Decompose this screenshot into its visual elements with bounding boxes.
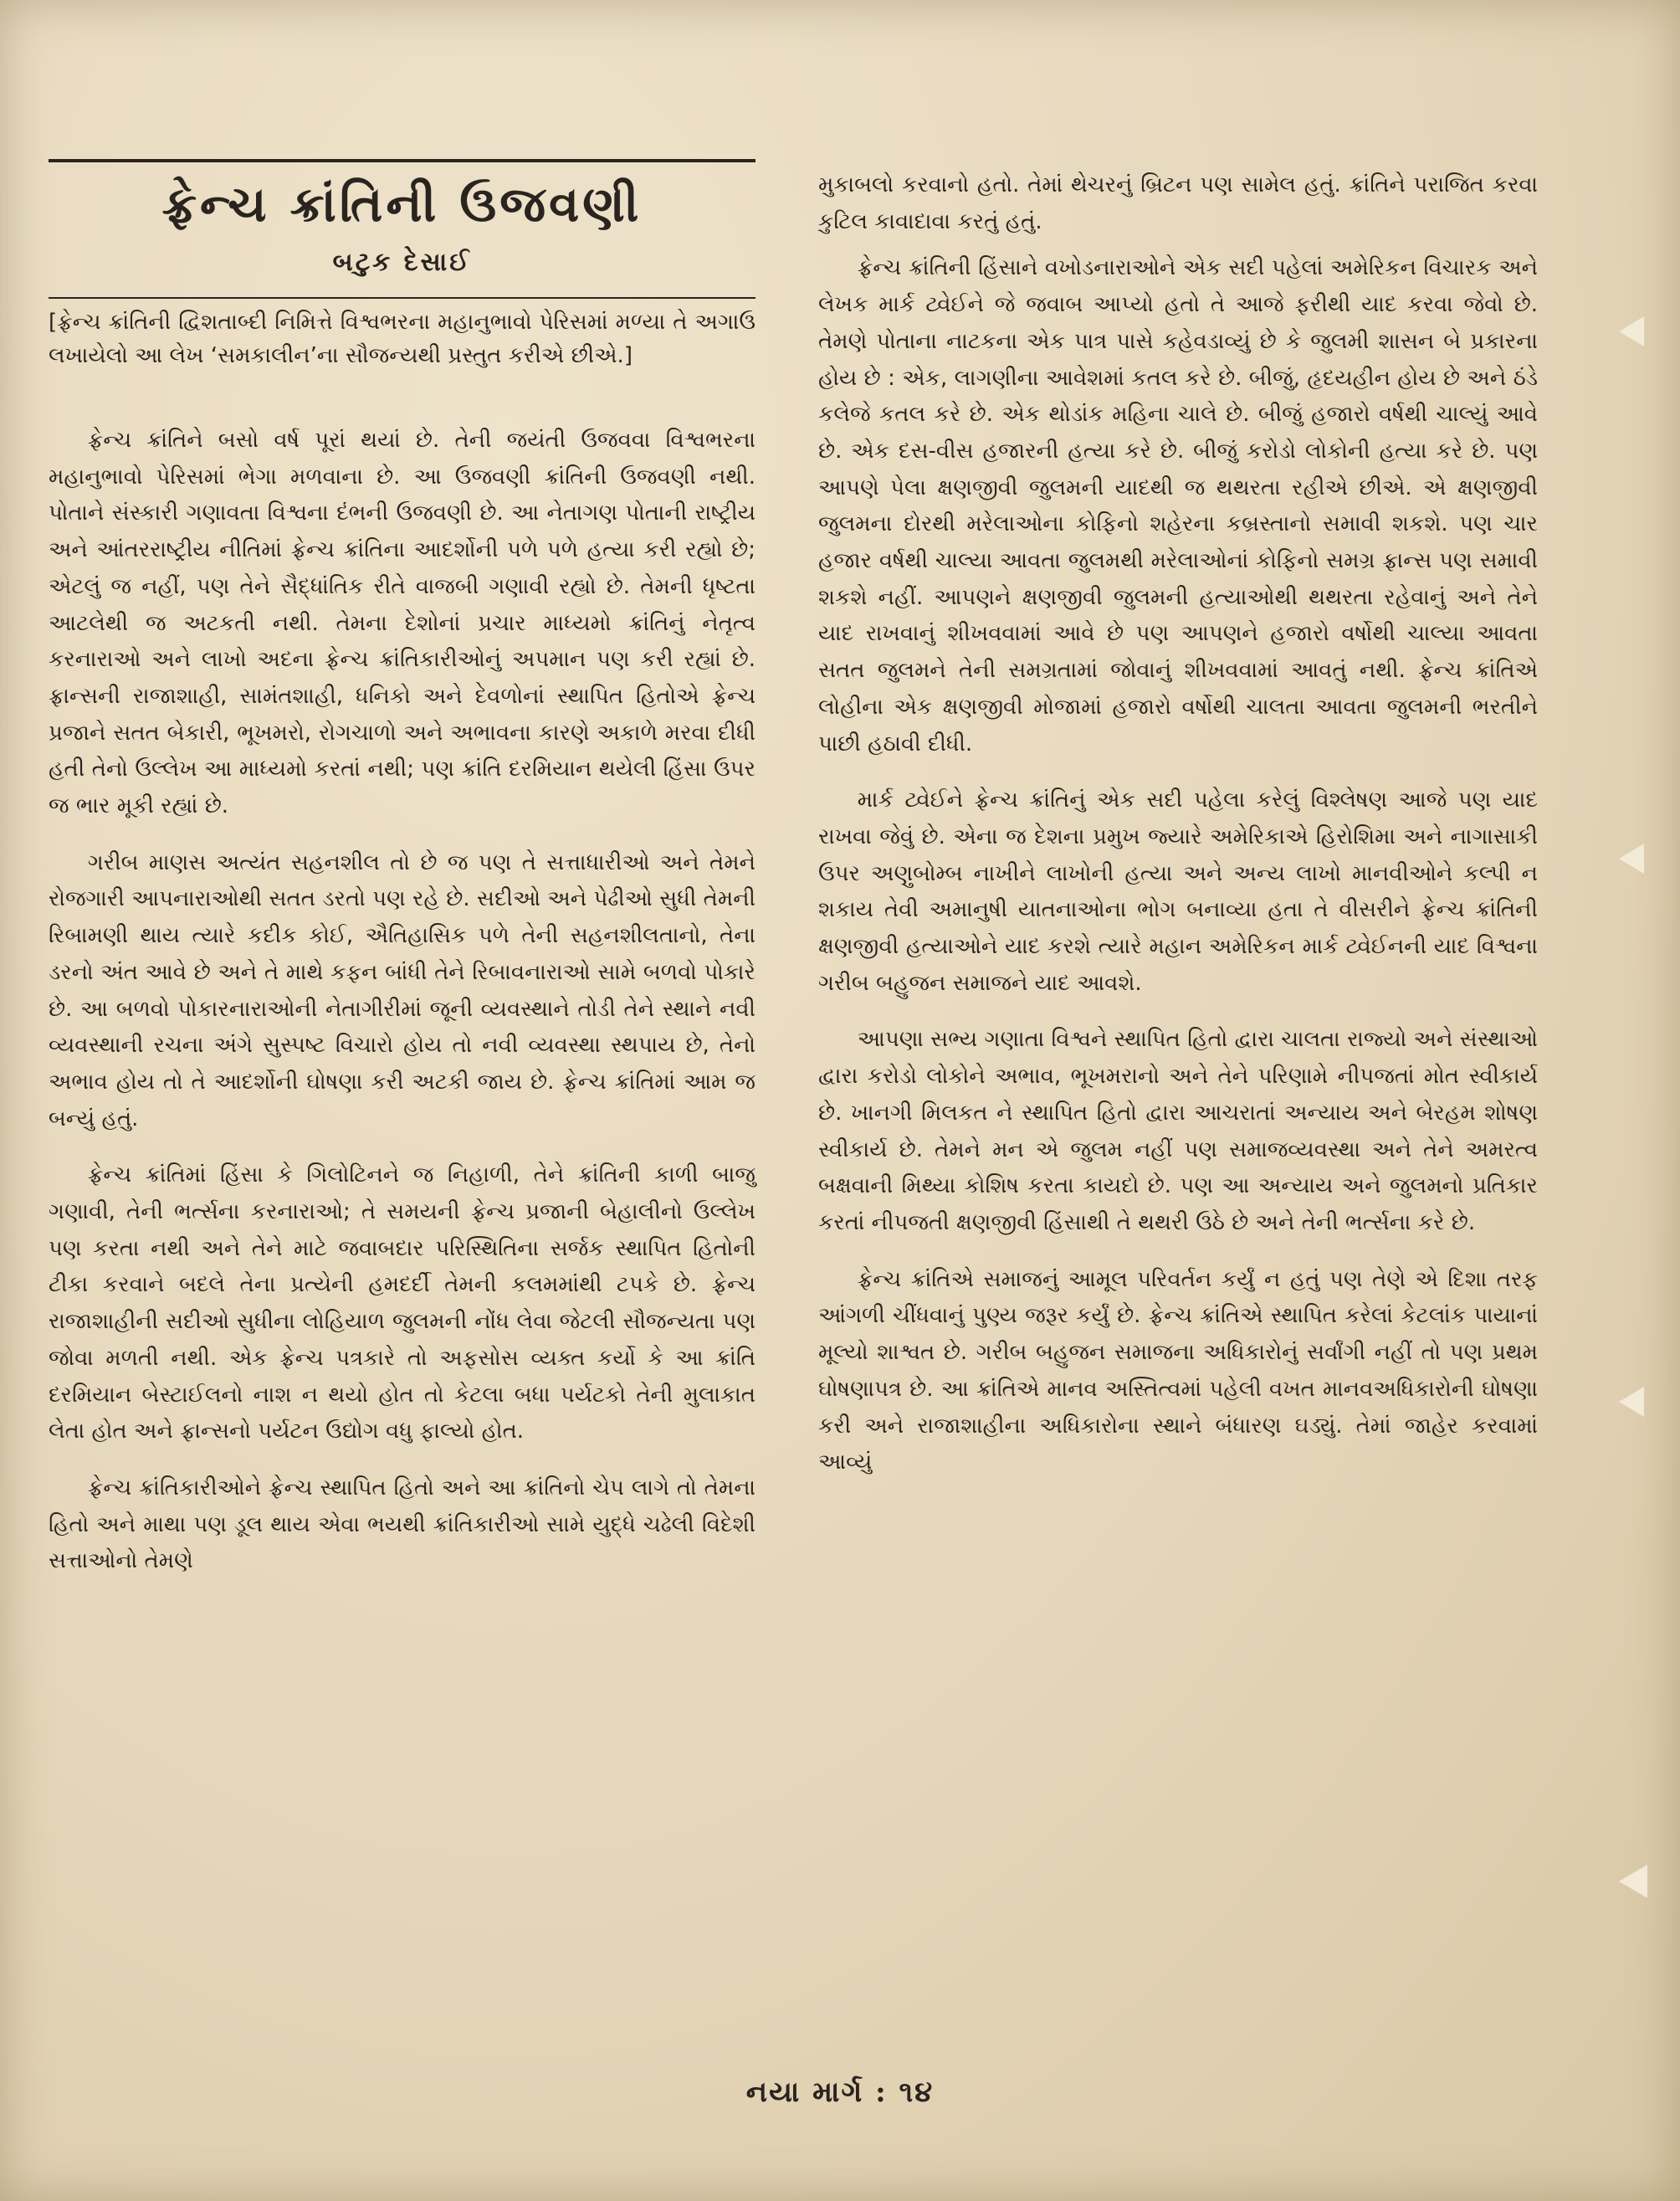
paragraph: મુકાબલો કરવાનો હતો. તેમાં થેચરનું બ્રિટન પણ સામેલ હતું. ક્રાંતિને પરાજિત કરવા કુટિલ કાવાદાવા કરતું હતું. bbox=[818, 172, 1538, 234]
title-rule bbox=[49, 159, 755, 162]
paragraph: આપણા સભ્ય ગણાતા વિશ્વને સ્થાપિત હિતો દ્વારા ચાલતા રાજ્યો અને સંસ્થાઓ દ્વારા કરોડો લોકોને અભાવ, ભૂખમરાનો અને તેને પરિણામે નીપજતાં મોત સ્વીકાર્ય છે. ખાનગી મિલકત ને સ્થાપિત હિતો દ્વારા આચરાતાં અન્યાય અને બેરહમ શોષણ સ્વીકાર્ય છે. તેમને મન એ જુલમ નહીં પણ સમાજવ્યવસ્થા અને તેને અમરત્વ બક્ષવાની મિથ્યા કોશિષ કરતા કાયદો છે. પણ આ અન્યાય અને જુલમનો પ્રતિકાર કરતાં નીપજતી ક્ષણજીવી હિંસાથી તે થથરી ઉઠે છે અને તેની ભર્ત્સના કરે છે. bbox=[818, 1027, 1538, 1235]
paragraph: ફ્રેન્ચ ક્રાંતિમાં હિંસા કે ગિલોટિનને જ નિહાળી, તેને ક્રાંતિની કાળી બાજુ ગણાવી, તેની ભર્ત્સના કરનારાઓ; તે સમયની ફ્રેન્ચ પ્રજાની બેહાલીનો ઉલ્લેખ પણ કરતા નથી અને તેને માટે જવાબદાર પરિસ્થિતિના સર્જક સ્થાપિત હિતોની ટીકા કરવાને બદલે તેના પ્રત્યેની હમદર્દી તેમની કલમમાંથી ટપકે છે. ફ્રેન્ચ રાજાશાહીની સદીઓ સુધીના લોહિયાળ જુલમની નોંધ લેવા જેટલી સૌજન્યતા પણ જોવા મળતી નથી. એક ફ્રેન્ચ પત્રકારે તો અફસોસ વ્યક્ત કર્યો કે આ ક્રાંતિ દરમિયાન બેસ્ટાઈલનો નાશ ન થયો હોત તો કેટલા બધા પર્યટકો તેની મુલાકાત લેતા હોત અને ફ્રાન્સનો પર્યટન ઉદ્યોગ વધુ ફાલ્યો હોત. bbox=[49, 1162, 755, 1444]
paragraph: ફ્રેન્ચ ક્રાંતિએ સમાજનું આમૂલ પરિવર્તન કર્યું ન હતું પણ તેણે એ દિશા તરફ આંગળી ચીંધવાનું પુણ્ય જરૂર કર્યું છે. ફ્રેન્ચ ક્રાંતિએ સ્થાપિત કરેલાં કેટલાંક પાયાનાં મૂલ્યો શાશ્વત છે. ગરીબ બહુજન સમાજના અધિકારોનું સર્વાંગી નહીં તો પણ પ્રથમ ઘોષણાપત્ર છે. આ ક્રાંતિએ માનવ અસ્તિત્વમાં પહેલી વખત માનવઅધિકારોની ઘોષણા કરી અને રાજાશાહીના અધિકારોના સ્થાને બંધારણ ઘડ્યું. તેમાં જાહેર કરવામાં આવ્યું bbox=[818, 1266, 1538, 1475]
page-footer: નયા માર્ગ : ૧૪ bbox=[745, 2075, 935, 2109]
paragraph: ફ્રેન્ચ ક્રાંતિકારીઓને ફ્રેન્ચ સ્થાપિત હિતો અને આ ક્રાંતિનો ચેપ લાગે તો તેમના હિતો અને માથા પણ ડૂલ થાય એવા ભયથી ક્રાંતિકારીઓ સામે યુદ્ધે ચઢેલી વિદેશી સત્તાઓનો તેમણે bbox=[49, 1475, 755, 1574]
right-column bbox=[818, 167, 1538, 1481]
article-author: બટુક દેસાઈ bbox=[332, 248, 472, 277]
paragraph: ફ્રેન્ચ ક્રાંતિની હિંસાને વખોડનારાઓને એક સદી પહેલાં અમેરિકન વિચારક અને લેખક માર્ક ટ્વેઈને જે જવાબ આપ્યો હતો તે આજે ફરીથી યાદ કરવા જેવો છે. તેમણે પોતાના નાટકના એક પાત્ર પાસે કહેવડાવ્યું છે કે જુલમી શાસન બે પ્રકારના હોય છે : એક, લાગણીના આવેશમાં કતલ કરે છે. બીજું, હૃદયહીન હોય છે અને ઠંડે કલેજે કતલ કરે છે. એક થોડાંક મહિના ચાલે છે. બીજું હજારો વર્ષથી ચાલ્યું આવે છે. એક દસ-વીસ હજારની હત્યા કરે છે. બીજું કરોડો લોકોની હત્યા કરે છે. પણ આપણે પેલા ક્ષણજીવી જુલમની યાદથી જ થથરતા રહીએ છીએ. એ ક્ષણજીવી જુલમના દોરથી મરેલાઓના કોફિનો શહેરના કબ્રસ્તાનો સમાવી શકશે. પણ ચાર હજાર વર્ષથી ચાલ્યા આવતા જુલમથી મરેલાઓનાં કોફિનો સમગ્ર ફ્રાન્સ પણ સમાવી શકશે નહીં. આપણને ક્ષણજીવી જુલમની હત્યાઓથી થથરતા રહેવાનું અને તેને યાદ રાખવાનું શીખવવામાં આવે છે પણ આપણને હજારો વર્ષોથી ચાલ્યા આવતા સતત જુલમને તેની સમગ્રતામાં જોવાનું શીખવવામાં આવતું નથી. ફ્રેન્ચ ક્રાંતિએ લોહીના એક ક્ષણજીવી મોજામાં હજારો વર્ષોથી ચાલતા આવતા જુલમની ભરતીને પાછી હઠાવી દીધી. bbox=[818, 255, 1538, 757]
paper-tear-mark bbox=[1619, 1865, 1647, 1898]
left-column bbox=[49, 423, 755, 1580]
editor-note: [ફ્રેન્ચ ક્રાંતિની દ્વિશતાબ્દી નિમિત્તે વિશ્વભરના મહાનુભાવો પેરિસમાં મળ્યા તે અગાઉ લખાયેલો આ લેખ ‘સમકાલીન’ના સૌજન્યથી પ્રસ્તુત કરીએ છીએ.] bbox=[49, 297, 755, 372]
paper-tear-mark bbox=[1619, 316, 1644, 346]
paragraph: ફ્રેન્ચ ક્રાંતિને બસો વર્ષ પૂરાં થયાં છે. તેની જયંતી ઉજવવા વિશ્વભરના મહાનુભાવો પેરિસમાં ભેગા મળવાના છે. આ ઉજવણી ક્રાંતિની ઉજવણી નથી. પોતાને સંસ્કારી ગણાવતા વિશ્વના દંભની ઉજવણી છે. આ નેતાગણ પોતાની રાષ્ટ્રીય અને આંતરરાષ્ટ્રીય નીતિમાં ફ્રેન્ચ ક્રાંતિના આદર્શોની પળે પળે હત્યા કરી રહ્યો છે; એટલું જ નહીં, પણ તેને સૈદ્ધાંતિક રીતે વાજબી ગણાવી રહ્યો છે. તેમની ધૃષ્ટતા આટલેથી જ અટકતી નથી. તેમના દેશોનાં પ્રચાર માધ્યમો ક્રાંતિનું નેતૃત્વ કરનારાઓ અને લાખો અદના ફ્રેન્ચ ક્રાંતિકારીઓનું અપમાન પણ કરી રહ્યાં છે. ફ્રાન્સની રાજાશાહી, સામંતશાહી, ધનિકો અને દેવળોનાં સ્થાપિત હિતોએ ફ્રેન્ચ પ્રજાને સતત બેકારી, ભૂખમરો, રોગચાળો અને અભાવના કારણે અકાળે મરવા દીધી હતી તેનો ઉલ્લેખ આ માધ્યમો કરતાં નથી; પણ ક્રાંતિ દરમિયાન થયેલી હિંસા ઉપર જ ભાર મૂકી રહ્યાં છે. bbox=[49, 428, 755, 819]
paper-tear-mark bbox=[1619, 1387, 1644, 1417]
paragraph: માર્ક ટ્વેઈને ફ્રેન્ચ ક્રાંતિનું એક સદી પહેલા કરેલું વિશ્લેષણ આજે પણ યાદ રાખવા જેવું છે. એના જ દેશના પ્રમુખ જ્યારે અમેરિકાએ હિરોશિમા અને નાગાસાકી ઉપર અણુબોમ્બ નાખીને લાખોની હત્યા અને અન્ય લાખો માનવીઓને કલ્પી ન શકાય તેવી અમાનુષી યાતનાઓના ભોગ બનાવ્યા હતા તે વીસરીને ફ્રેન્ચ ક્રાંતિની ક્ષણજીવી હત્યાઓને યાદ કરશે ત્યારે મહાન અમેરિકન માર્ક ટ્વેઈનની યાદ વિશ્વના ગરીબ બહુજન સમાજને યાદ આવશે. bbox=[818, 788, 1538, 996]
article-title: ફ્રેન્ચ ક્રાંતિની ઉજવણી bbox=[161, 176, 643, 233]
paragraph: ગરીબ માણસ અત્યંત સહનશીલ તો છે જ પણ તે સત્તાધારીઓ અને તેમને રોજગારી આપનારાઓથી સતત ડરતો પણ રહે છે. સદીઓ અને પેઢીઓ સુધી તેમની રિબામણી થાય ત્યારે કદીક કોઈ, ઐતિહાસિક પળે તેની સહનશીલતાનો, તેના ડરનો અંત આવે છે અને તે માથે કફન બાંધી તેને રિબાવનારાઓ સામે બળવો પોકારે છે. આ બળવો પોકારનારાઓની નેતાગીરીમાં જૂની વ્યવસ્થાને તોડી તેને સ્થાને નવી વ્યવસ્થાની રચના અંગે સુસ્પષ્ટ વિચારો હોય તો નવી વ્યવસ્થા સ્થપાય છે, તેનો અભાવ હોય તો તે આદર્શોની ઘોષણા કરી અટકી જાય છે. ફ્રેન્ચ ક્રાંતિમાં આમ જ બન્યું હતું. bbox=[49, 849, 755, 1131]
paper-tear-mark bbox=[1619, 844, 1644, 874]
